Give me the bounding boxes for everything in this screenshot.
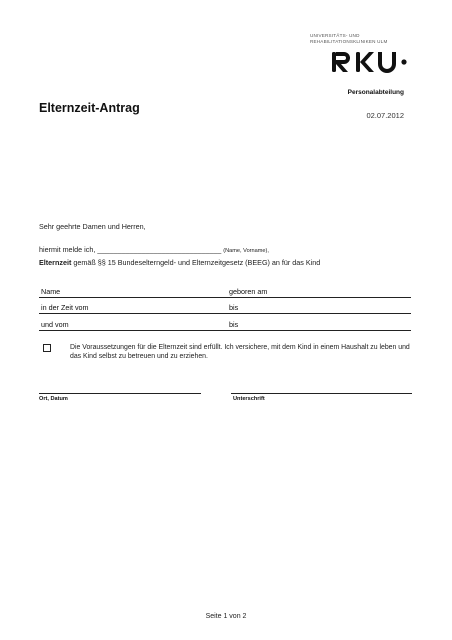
place-date-label: Ort, Datum [39, 396, 68, 402]
salutation: Sehr geehrte Damen und Herren, [39, 222, 146, 231]
place-date-line[interactable] [39, 393, 201, 394]
elternzeit-rest: gemäß §§ 15 Bundeselterngeld- und Elternzeitgesetz (BEEG) an für das Kind [71, 258, 321, 267]
department-label: Personalabteilung [347, 89, 404, 96]
signature-line[interactable] [231, 393, 412, 394]
field-label-period-from: in der Zeit vom [41, 303, 89, 312]
document-date: 02.07.2012 [366, 111, 404, 120]
page-title: Elternzeit-Antrag [39, 101, 140, 115]
field-label-name: Name [41, 287, 61, 296]
rku-logo-icon [332, 50, 410, 74]
elternzeit-line [39, 258, 320, 267]
signature-label: Unterschrift [233, 396, 265, 402]
field-label-period2-from: und vom [41, 320, 69, 329]
field-label-birthdate: geboren am [229, 287, 268, 296]
declaration-checkbox[interactable] [43, 344, 51, 352]
melde-line [39, 245, 269, 254]
declaration-text: Die Voraussetzungen für die Elternzeit sind erfüllt. Ich versichere, mit dem Kind in einem Haushalt zu leben und das Kind selbst zu betreuen und zu erziehen. [70, 344, 410, 360]
field-label-period2-to: bis [229, 320, 239, 329]
logo-subtitle-line1: UNIVERSITÄTS- UND [310, 33, 360, 38]
logo-subtitle [310, 33, 387, 45]
field-label-period-to: bis [229, 303, 239, 312]
field-row-period-1[interactable] [39, 302, 411, 314]
page-number: Seite 1 von 2 [205, 613, 247, 620]
logo-subtitle-line2: REHABILITATIONSKLINIKEN ULM [310, 39, 388, 44]
field-row-period-2[interactable] [39, 319, 411, 331]
melde-hint: (Name, Vorname), [223, 248, 269, 254]
elternzeit-bold: Elternzeit [39, 258, 72, 267]
melde-text[interactable]: hiermit melde ich, _______________________________ [39, 245, 222, 254]
field-row-name[interactable] [39, 286, 411, 298]
